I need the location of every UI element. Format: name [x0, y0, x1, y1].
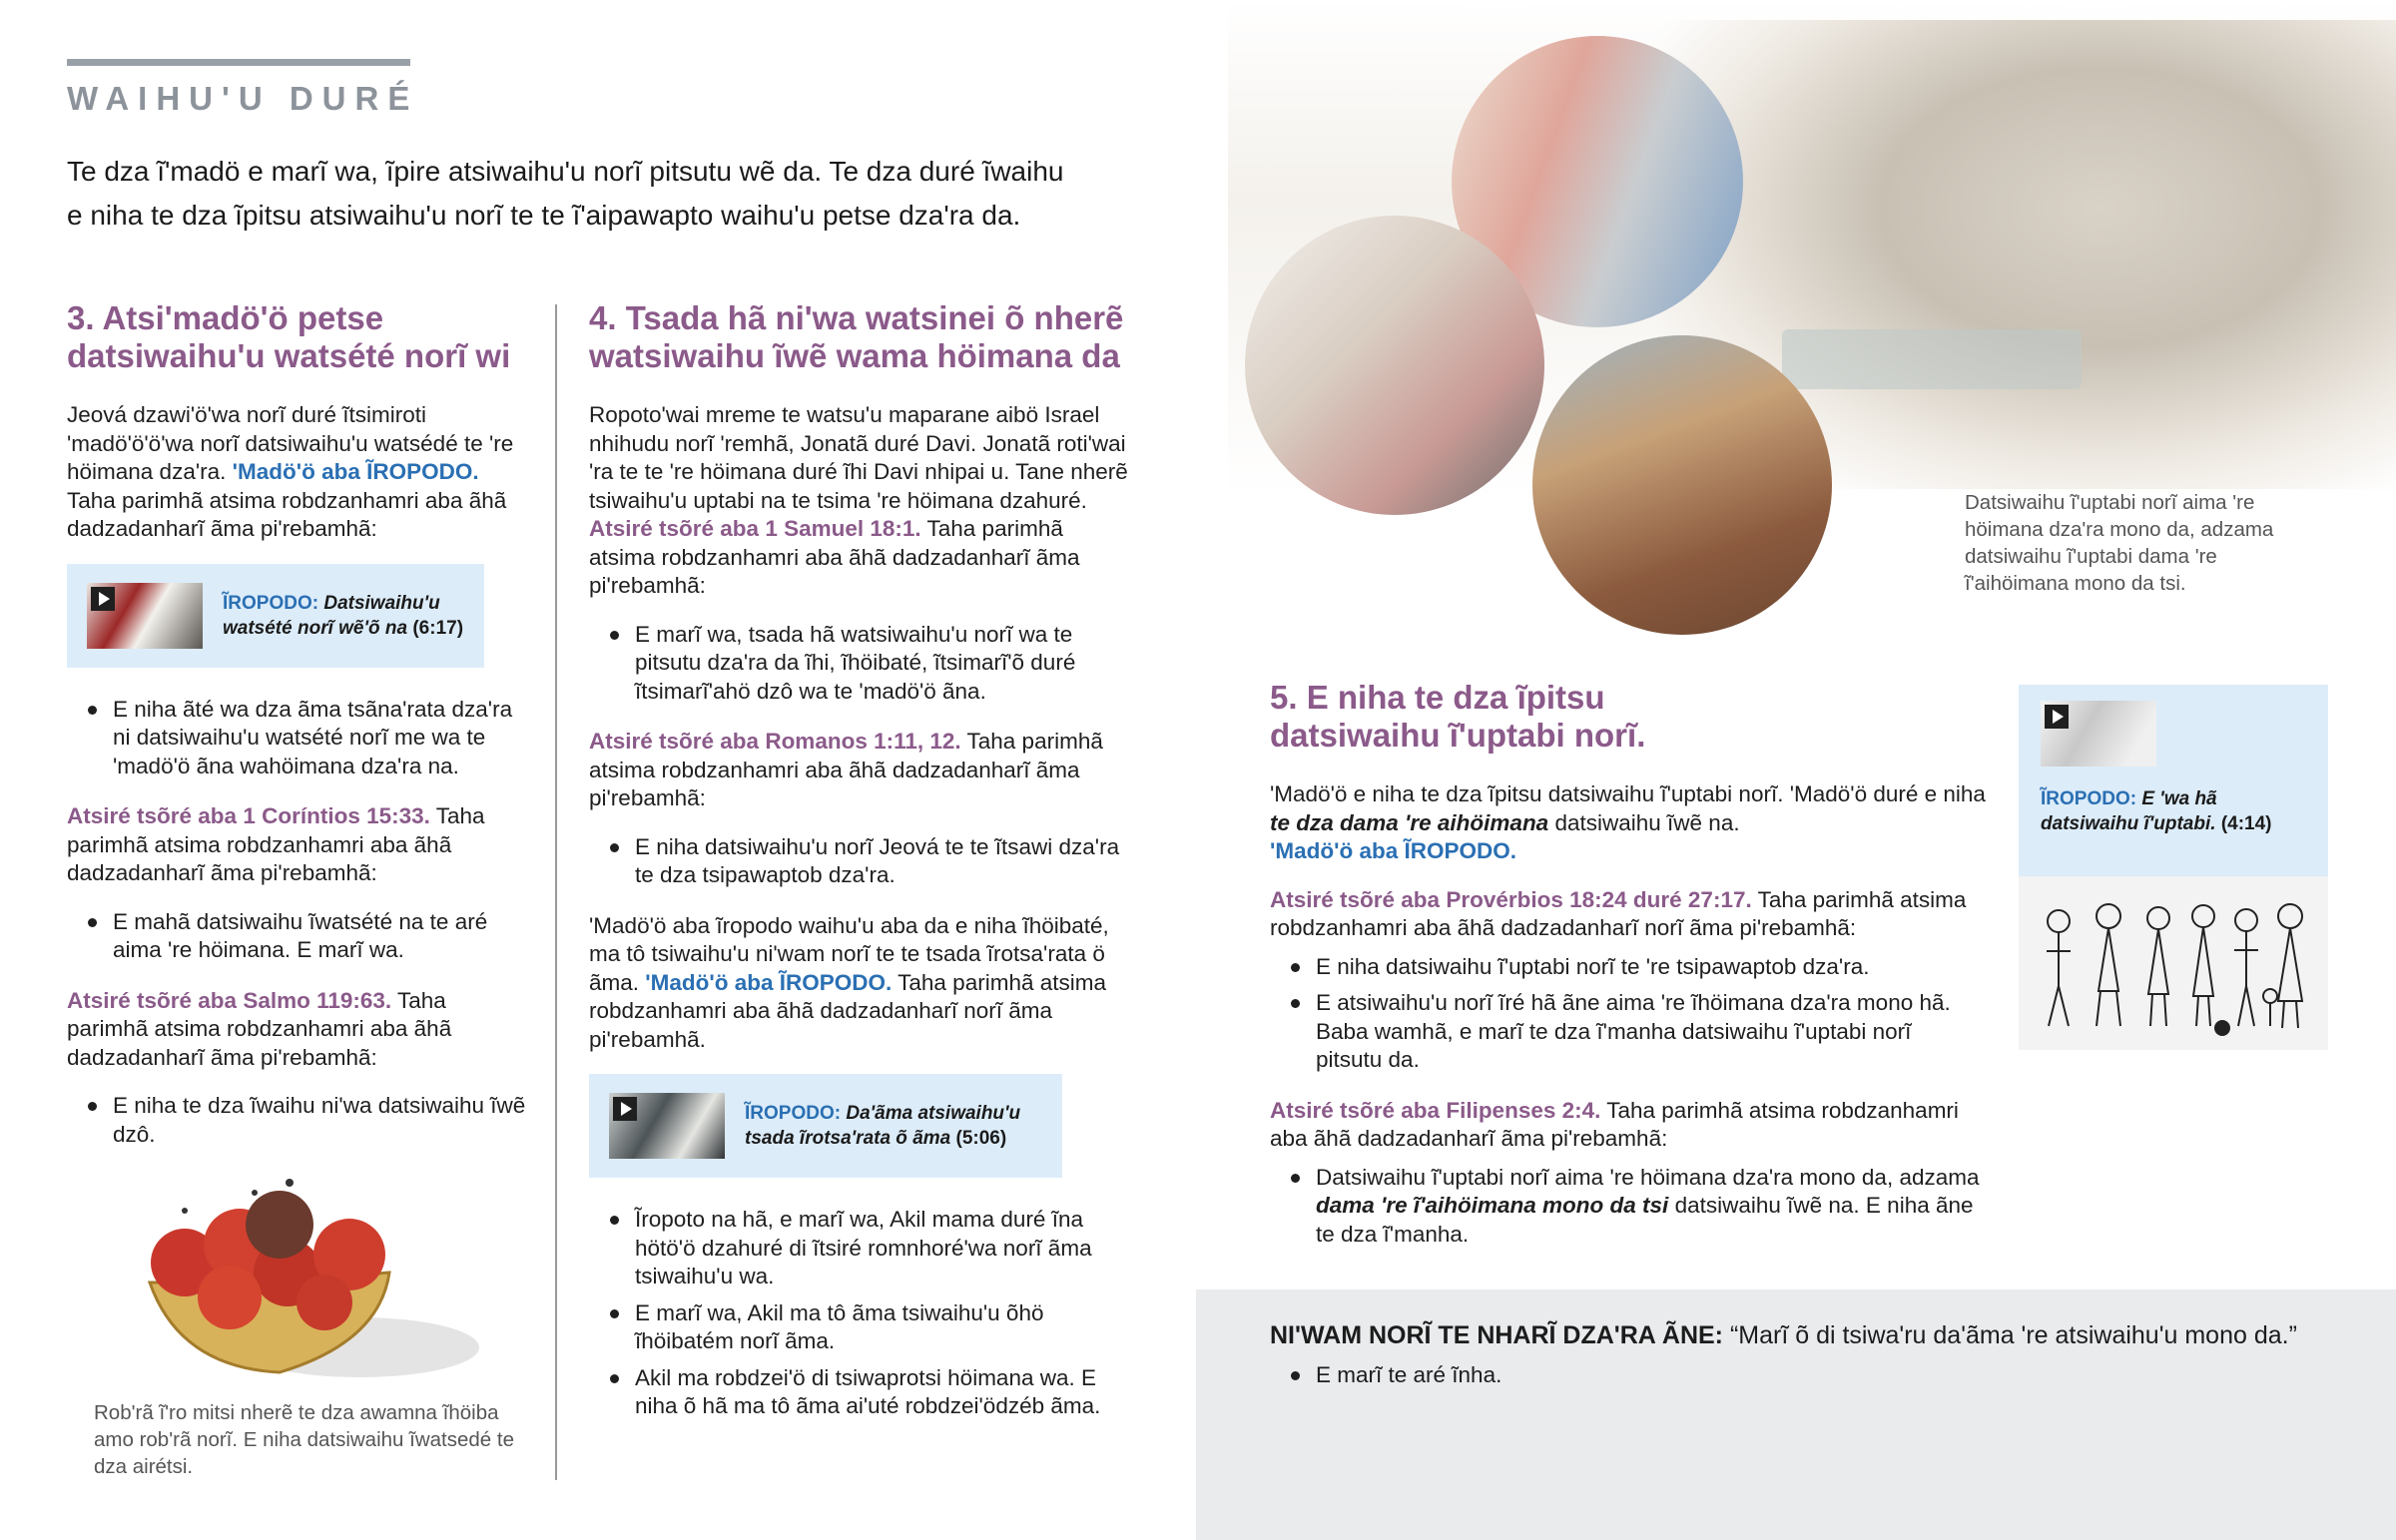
list-item: E marĩ wa, Akil ma tô ãma tsiwaihu'u õhö ĩhöibatém norĩ ãma. — [635, 1299, 1128, 1356]
scripture-reference: Atsiré tsõré aba Provérbios 18:24 duré 27:17. — [1270, 886, 1752, 912]
question-list — [589, 1206, 1128, 1421]
video-thumbnail — [609, 1093, 725, 1159]
list-item: E niha datsiwaihu'u norĩ Jeová te te ĩtsawi dza'ra te dza tsipawaptob dza'ra. — [635, 833, 1128, 890]
list-item: E niha datsiwaihu ĩ'uptabi norĩ te 're tsipawaptob dza'ra. — [1316, 953, 1975, 982]
ball — [2214, 1020, 2230, 1036]
scripture-prompt — [67, 802, 526, 888]
paragraph-text: Ropoto'wai mreme te watsu'u maparane aibö Israel nhihudu norĩ 'remhã, Jonatã duré Davi. Jonatã roti'wai 'ra te te 're höimana duré ĩhi Davi nhipai u. Tane nherẽ tsiwaihu'u uptabi na te tsima 're höimana dzahuré. — [589, 402, 1128, 513]
question-list — [589, 621, 1128, 707]
list-item: E niha te dza ĩwaihu ni'wa datsiwaihu ĩwẽ dzô. — [113, 1092, 526, 1149]
video-caption — [2041, 786, 2306, 836]
fly — [252, 1190, 258, 1196]
list-item: Ĩropoto na hã, e marĩ wa, Akil mama duré ĩna hötö'ö dzahuré di ĩtsiré romnhoré'wa norĩ ãma tsiwaihu'u wa. — [635, 1206, 1128, 1291]
paragraph-text: Jeová dzawi'ö'wa norĩ duré ĩtsimiroti 'madö'ö'ö'wa norĩ datsiwaihu'u watsédé te 're höimana dza'ra. — [67, 402, 514, 484]
paragraph-text: Taha parimhã atsima robdzanhamri aba ãhã dadzadanharĩ ãma pi'rebamhã: — [67, 987, 452, 1070]
question-list — [67, 1092, 526, 1149]
coffee-table — [1782, 329, 2082, 389]
list-item: Akil ma robdzei'ö di tsiwaprotsi höimana wa. E niha õ hã ma tô ãma ai'uté robdzei'ödzéb ãma. — [635, 1364, 1128, 1421]
play-icon[interactable] — [91, 587, 115, 611]
video-card-header — [2019, 685, 2328, 876]
video-title: Datsiwaihu'u watsété norĩ wẽ'õ na — [223, 592, 440, 639]
video-card-3[interactable] — [2019, 685, 2328, 1050]
summary-label: NI'WAM NORĨ TE NHARĨ DZA'RA ÃNE: — [1270, 1321, 1723, 1349]
section-5-paragraph — [1270, 780, 1989, 866]
scripture-reference: Atsiré tsõré aba Romanos 1:11, 12. — [589, 729, 961, 754]
section-5 — [1270, 679, 1989, 1271]
paragraph-text: Taha parimhã atsima robdzanhamri aba ãhã dadzadanharĩ ãma pi'rebamhã: — [589, 516, 1080, 598]
video-duration: (4:14) — [2220, 813, 2272, 834]
play-icon[interactable] — [2045, 705, 2069, 729]
intro-line: Te dza ĩ'madö e marĩ wa, ĩpire atsiwaihu'u norĩ pitsutu wẽ da. Te dza duré ĩwaihu — [67, 156, 1064, 187]
column-divider — [555, 304, 557, 1480]
intro-text — [67, 150, 1105, 238]
question-list — [1270, 953, 1975, 1075]
scripture-prompt — [589, 728, 1128, 813]
paragraph-text: Taha parimhã atsima robdzanhamri aba ãhã dadzadanharĩ norĩ ãma pi'rebamhã. — [589, 969, 1106, 1052]
question-list — [67, 696, 526, 781]
list-item: E marĩ wa, tsada hã watsiwaihu'u norĩ wa te pitsutu dza'ra da ĩhi, ĩhöibaté, ĩtsimarĩ'õ duré ĩtsimarĩ'ahö dzô wa te 'madö'ö ãna. — [635, 621, 1128, 707]
list-item: E atsiwaihu'u norĩ ĩré hã ãne aima 're ĩhöimana dza'ra mono hã. Baba wamhã, e marĩ te dza ĩ'manha datsiwaihu ĩ'uptabi norĩ pitsutu da. — [1316, 989, 1975, 1075]
list-item: E marĩ te aré ĩnha. — [1316, 1361, 1501, 1390]
paragraph-text: Taha parimhã atsima robdzanhamri aba ãhã dadzadanharĩ norĩ ãma pi'rebamhã: — [1270, 886, 1967, 940]
paragraph-text: 'Madö'ö e niha te dza ĩpitsu datsiwaihu ĩ'uptabi norĩ. 'Madö'ö duré e niha — [1270, 781, 1986, 806]
emphasis-text: dama 're ĩ'aihöimana mono da tsi — [1316, 1193, 1669, 1218]
summary-line — [1270, 1319, 2368, 1351]
play-icon[interactable] — [613, 1097, 637, 1121]
apple — [198, 1266, 262, 1329]
scripture-prompt — [1270, 886, 1989, 943]
section-4 — [589, 299, 1128, 1443]
video-duration: (5:06) — [955, 1128, 1007, 1149]
intro-line: e niha te dza ĩpitsu atsiwaihu'u norĩ te te ĩ'aipawapto waihu'u petse dza'ra da. — [67, 200, 1021, 231]
watch-video-link[interactable]: 'Madö'ö aba ĨROPODO. — [232, 459, 479, 484]
question-list — [589, 833, 1128, 890]
video-title: E 'wa hã datsiwaihu ĩ'uptabi. — [2041, 788, 2217, 834]
video-caption — [223, 591, 464, 641]
video-label: ĨROPODO: — [745, 1103, 842, 1124]
comforting-friend-photo — [1532, 335, 1832, 635]
section-4-title: 4. Tsada hã ni'wa watsinei õ nherẽ watsiwaihu ĩwẽ wama höimana da — [589, 299, 1124, 374]
watch-video-link[interactable]: 'Madö'ö aba ĨROPODO. — [645, 969, 893, 995]
scripture-reference: Atsiré tsõré aba 1 Coríntios 15:33. — [67, 803, 430, 828]
video-caption — [745, 1101, 1042, 1151]
friends-sketch-illustration — [2019, 876, 2328, 1050]
photo-collage — [1228, 0, 2396, 499]
watch-video-link[interactable]: 'Madö'ö aba ĨROPODO. — [1270, 838, 1516, 863]
fly — [182, 1208, 188, 1214]
scripture-prompt — [1270, 1097, 1989, 1154]
visiting-elderly-photo — [1245, 216, 1544, 515]
video-title: Da'ãma atsiwaihu'u tsada ĩrotsa'rata õ ãma — [745, 1103, 1021, 1149]
list-item-text: datsiwaihu ĩwẽ na. E niha ãne te dza ĩ'manha. — [1316, 1193, 1974, 1247]
list-item — [1316, 1164, 1995, 1250]
paragraph-text: Taha parimhã atsima robdzanhamri aba ãhã dadzadanharĩ ãma pi'rebamhã: — [589, 729, 1103, 810]
apple-caption: Rob'rã ĩ'ro mitsi nherẽ te dza awamna ĩhöiba amo rob'rã norĩ. E niha datsiwaihu ĩwatsedé te dza airétsi. — [94, 1401, 514, 1478]
scripture-reference: Atsiré tsõré aba Filipenses 2:4. — [1270, 1097, 1601, 1123]
list-item: E mahã datsiwaihu ĩwatsété na te aré aima 're höimana. E marĩ wa. — [113, 908, 526, 965]
video-card-2[interactable] — [589, 1074, 1062, 1178]
emphasis-text: te dza dama 're aihöimana — [1270, 809, 1549, 835]
video-duration: (6:17) — [412, 617, 464, 639]
question-list — [1270, 1164, 1995, 1250]
question-list — [67, 908, 526, 965]
section-kicker: WAIHU'U DURÉ — [67, 80, 419, 117]
section-4-paragraph — [589, 912, 1128, 1055]
summary-box — [1196, 1289, 2396, 1540]
video-card-1[interactable] — [67, 564, 484, 668]
section-3-title: 3. Atsi'madö'ö petse datsiwaihu'u watsété norĩ wi — [67, 299, 511, 374]
section-3-paragraph — [67, 401, 526, 544]
section-5-title: 5. E niha te dza ĩpitsu datsiwaihu ĩ'uptabi norĩ. — [1270, 679, 1646, 754]
section-4-paragraph — [589, 401, 1128, 601]
paragraph-text: 'Madö'ö aba ĩropodo waihu'u aba da e niha ĩhöibaté, ma tô tsiwaihu'u ni'wam norĩ te te tsada ĩrotsa'rata ö ãma. — [589, 912, 1109, 995]
list-item-text: Datsiwaihu ĩ'uptabi norĩ aima 're höimana dza'ra mono da, adzama — [1316, 1164, 1980, 1190]
section-3 — [67, 299, 526, 1171]
apple — [297, 1275, 352, 1330]
paragraph-text: Taha parimhã atsima robdzanhamri aba ãhã dadzadanharĩ ãma pi'rebamhã: — [67, 487, 507, 541]
summary-list — [1270, 1361, 1501, 1398]
apple-basket-illustration — [130, 1163, 489, 1392]
list-item: E niha ãté wa dza ãma tsãna'rata dza'ra ni datsiwaihu'u watsété norĩ me wa te 'madö'ö ãna wahöimana dza'ra na. — [113, 696, 526, 781]
scripture-reference: Atsiré tsõré aba 1 Samuel 18:1. — [589, 516, 921, 541]
paragraph-text: Taha parimhã atsima robdzanhamri aba ãhã dadzadanharĩ ãma pi'rebamhã: — [1270, 1097, 1959, 1151]
paragraph-text: Taha parimhã atsima robdzanhamri aba ãhã dadzadanharĩ ãma pi'rebamhã: — [67, 803, 485, 885]
photo-caption: Datsiwaihu ĩ'uptabi norĩ aima 're höimana dza'ra mono da, adzama datsiwaihu ĩ'uptabi dama 're ĩ'aihöimana mono da tsi. — [1965, 491, 2274, 595]
video-label: ĨROPODO: — [2041, 788, 2137, 809]
scripture-reference: Atsiré tsõré aba Salmo 119:63. — [67, 987, 392, 1013]
rotten-apple — [246, 1191, 313, 1259]
summary-quote: “Marĩ õ di tsiwa'ru da'ãma 're atsiwaihu'u mono da.” — [1729, 1321, 2297, 1349]
header-rule — [67, 59, 410, 66]
paragraph-text: datsiwaihu ĩwẽ na. — [1554, 809, 1740, 835]
video-label: ĨROPODO: — [223, 592, 319, 614]
video-thumbnail — [87, 583, 203, 649]
scripture-prompt — [67, 987, 526, 1073]
fly — [286, 1179, 294, 1187]
video-thumbnail — [2041, 701, 2156, 767]
